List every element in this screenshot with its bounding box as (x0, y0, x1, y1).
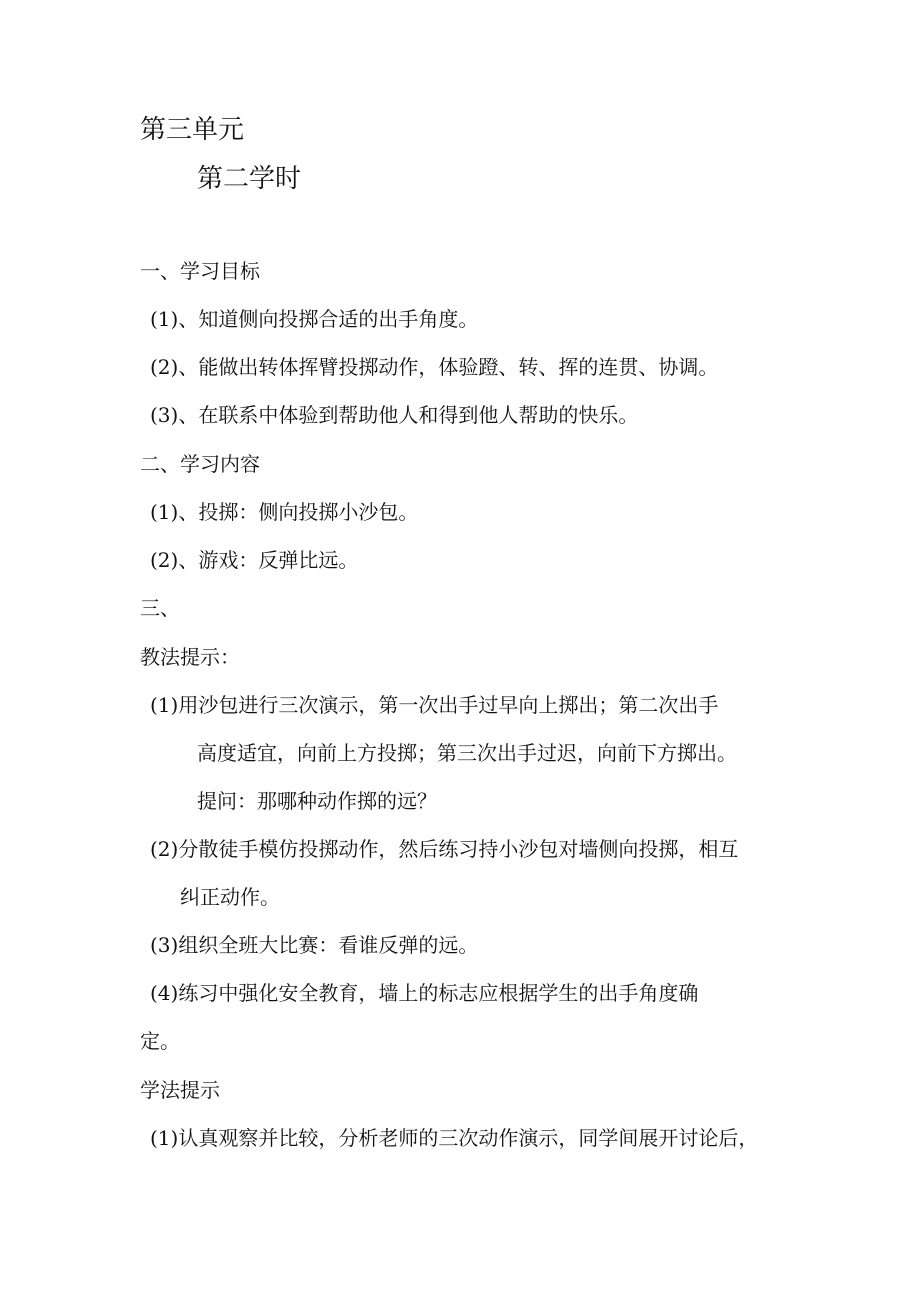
lesson-title: 第二学时 (197, 164, 302, 194)
teaching-tip-continuation: 高度适宜，向前上方投掷；第三次出手过迟，向前下方掷出。 (197, 741, 737, 765)
teaching-tips-heading: 教法提示： (140, 645, 240, 669)
section-heading-objectives: 一、学习目标 (140, 259, 260, 283)
teaching-tip-item: (4)练习中强化安全教育，墙上的标志应根据学生的出手角度确 (150, 981, 699, 1005)
section-heading-content: 二、学习内容 (140, 452, 260, 476)
teaching-tip-item: (3)组织全班大比赛：看谁反弹的远。 (150, 933, 479, 957)
teaching-tip-item: (1)用沙包进行三次演示，第一次出手过早向上掷出；第二次出手 (150, 693, 719, 717)
content-item: (1)、投掷：侧向投掷小沙包。 (150, 500, 419, 524)
objective-item: (3)、在联系中体验到帮助他人和得到他人帮助的快乐。 (150, 403, 639, 427)
objective-item: (1)、知道侧向投掷合适的出手角度。 (150, 307, 479, 331)
teaching-tip-continuation: 纠正动作。 (180, 885, 280, 909)
section-heading-three: 三、 (140, 596, 180, 620)
objective-item: (2)、能做出转体挥臂投掷动作，体验蹬、转、挥的连贯、协调。 (150, 355, 719, 379)
teaching-tip-item: (2)分散徒手模仿投掷动作，然后练习持小沙包对墙侧向投掷，相互 (150, 837, 739, 861)
content-item: (2)、游戏：反弹比远。 (150, 548, 359, 572)
learning-tip-item: (1)认真观察并比较，分析老师的三次动作演示，同学间展开讨论后， (150, 1126, 759, 1150)
teaching-tip-continuation: 提问：那哪种动作掷的远？ (197, 789, 437, 813)
teaching-tip-continuation: 定。 (140, 1029, 180, 1053)
learning-tips-heading: 学法提示 (140, 1078, 220, 1102)
unit-title: 第三单元 (140, 115, 245, 145)
